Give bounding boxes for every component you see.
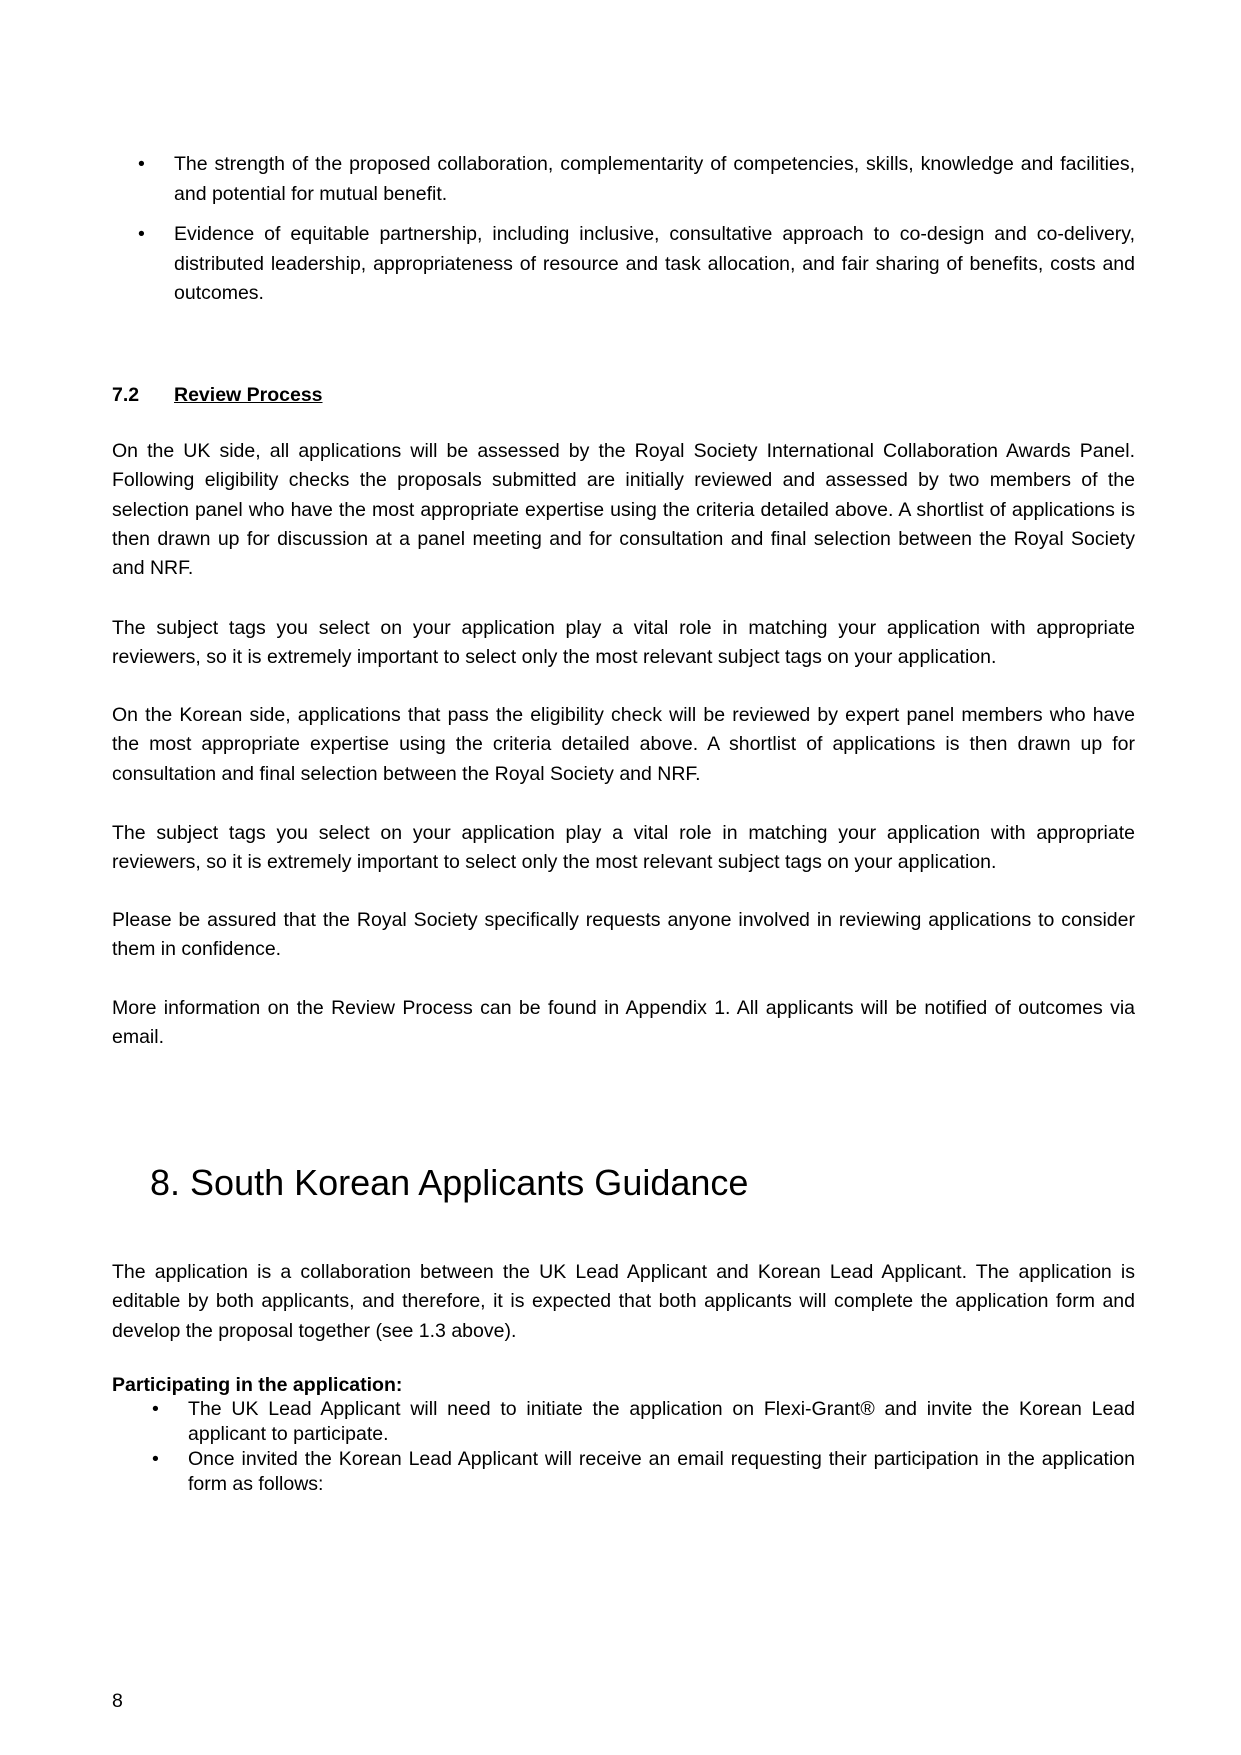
- bullet-text: Once invited the Korean Lead Applicant will receive an email requesting their participation in the application form as follows:: [188, 1448, 1135, 1495]
- section-number: 7.2: [112, 384, 140, 406]
- paragraph: On the Korean side, applications that pass the eligibility check will be reviewed by expert panel members who have the most appropriate expertise using the criteria detailed above. A shortlist of applications is then drawn up for consultation and final selection between the Royal Society and NRF.: [112, 704, 1135, 785]
- chapter-title: South Korean Applicants Guidance: [190, 1162, 749, 1203]
- bullet-icon: •: [152, 1398, 159, 1420]
- criteria-bullet-list: [138, 150, 1135, 320]
- section-title: Review Process: [174, 384, 323, 406]
- list-item: [138, 150, 1135, 209]
- bullet-text: Evidence of equitable partnership, including inclusive, consultative approach to co-design and co-delivery, distributed leadership, appropriateness of resource and task allocation, and fair sharing of benefits, costs and outcomes.: [174, 223, 1135, 304]
- list-item: [138, 220, 1135, 309]
- bullet-icon: •: [152, 1448, 159, 1470]
- bullet-text: The strength of the proposed collaboration, complementarity of competencies, skills, knowledge and facilities, and potential for mutual benefit.: [174, 153, 1135, 205]
- bullet-icon: •: [138, 153, 145, 175]
- bullet-icon: •: [138, 223, 145, 245]
- paragraph: Please be assured that the Royal Society specifically requests anyone involved in reviewing applications to consider them in confidence.: [112, 909, 1135, 961]
- chapter-number: 8.: [150, 1162, 181, 1203]
- list-item: [152, 1397, 1135, 1446]
- participation-bullet-list: [152, 1397, 1135, 1497]
- paragraph: The subject tags you select on your application play a vital role in matching your application with appropriate reviewers, so it is extremely important to select only the most relevant subject tags on your application.: [112, 822, 1135, 874]
- list-item: [152, 1447, 1135, 1496]
- paragraph: The subject tags you select on your application play a vital role in matching your application with appropriate reviewers, so it is extremely important to select only the most relevant subject tags on your application.: [112, 617, 1135, 669]
- bullet-text: The UK Lead Applicant will need to initiate the application on Flexi-Grant® and invite the Korean Lead applicant to participate.: [188, 1398, 1135, 1445]
- intro-paragraph: The application is a collaboration between the UK Lead Applicant and Korean Lead Applicant. The application is editable by both applicants, and therefore, it is expected that both applicants will complete the application form and develop the proposal together (see 1.3 above).: [112, 1261, 1135, 1342]
- sub-heading: Participating in the application:: [112, 1374, 403, 1396]
- chapter-heading: [150, 1161, 748, 1205]
- paragraph: More information on the Review Process can be found in Appendix 1. All applicants will be notified of outcomes via email.: [112, 997, 1135, 1049]
- paragraph: On the UK side, all applications will be assessed by the Royal Society International Collaboration Awards Panel. Following eligibility checks the proposals submitted are initially reviewed and assessed by two members of the selection panel who have the most appropriate expertise using the criteria detailed above. A shortlist of applications is then drawn up for discussion at a panel meeting and for consultation and final selection between the Royal Society and NRF.: [112, 440, 1135, 580]
- page-number: 8: [112, 1690, 123, 1712]
